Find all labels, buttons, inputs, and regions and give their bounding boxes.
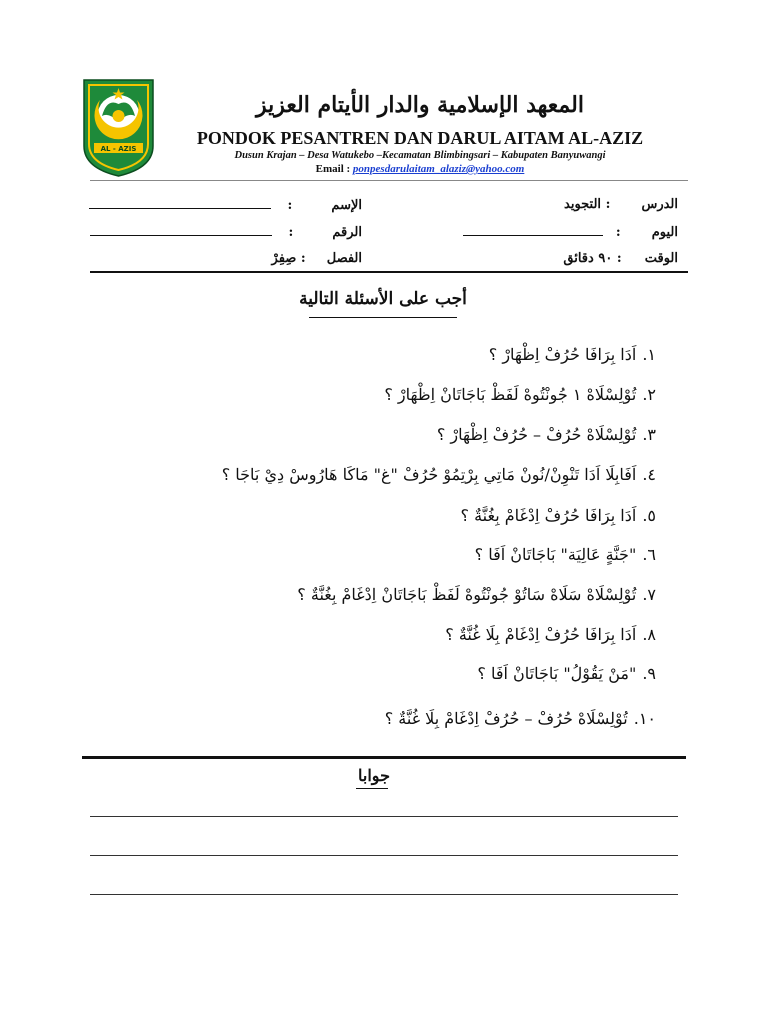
day-label: اليوم (651, 225, 678, 240)
question-text: تُوْلِسْلَاهْ حُرُفْ – حُرُفْ اِظْهَارْ ؟ (436, 425, 637, 444)
logo-caption: AL - AZIS (100, 145, 137, 153)
lesson-value: التجويد (564, 197, 602, 212)
name-blank[interactable] (89, 197, 271, 209)
question-number: ٤. (642, 465, 656, 484)
question-text: اَدَا بِرَافَا حُرُفْ اِظْهَارْ ؟ (488, 345, 637, 364)
day-blank[interactable] (463, 224, 603, 236)
lesson-row (564, 197, 678, 212)
question-number: ١. (642, 345, 656, 364)
class-value: صِفِرْ (271, 251, 297, 266)
question-item (385, 709, 656, 728)
lesson-label: الدرس (641, 197, 678, 212)
time-row (563, 251, 678, 266)
question-item (445, 625, 656, 644)
class-row (272, 251, 362, 266)
question-number: ٨. (642, 625, 656, 644)
time-value: ٩٠ دقائق (563, 251, 613, 266)
question-item (297, 585, 656, 604)
number-label: الرقم (332, 225, 362, 240)
instruction-underline (309, 317, 457, 318)
question-text: اَفَابِلَا اَدَا تَنْوِنْ/نُونْ مَاتِي بِرْتِمُوْ حُرُفْ "غ" مَاكَا هَارُوسْ دِيْ بَاجَا ؟ (221, 465, 637, 484)
question-text: "جَنَّةٍ عَالِيَة" بَاجَاتَانْ اَفَا ؟ (474, 545, 637, 564)
time-colon: : (616, 251, 622, 266)
answer-line-1[interactable] (90, 816, 678, 817)
question-item (222, 465, 656, 484)
instruction-heading: أجب على الأسئلة التالية (299, 289, 467, 309)
day-row (463, 224, 678, 240)
answer-heading-underline (356, 788, 388, 789)
answer-line-2[interactable] (90, 855, 678, 856)
question-number: ٣. (642, 425, 656, 444)
question-number: ٩. (642, 664, 656, 683)
number-row (90, 224, 362, 240)
answer-line-3[interactable] (90, 894, 678, 895)
time-label: الوقت (644, 251, 678, 266)
class-colon: : (300, 251, 306, 266)
class-label: الفصل (326, 251, 362, 266)
question-text: تُوْلِسْلَاهْ سَلَاهْ سَاتُوْ جُونْتُوهْ لَفَظْ بَاجَاتَانْ اِدْغَامْ بِغُنَّةٌ ؟ (297, 585, 637, 604)
question-item (475, 545, 656, 564)
question-item (489, 345, 656, 364)
school-title-latin: PONDOK PESANTREN DAN DARUL AITAM AL-AZIZ (196, 128, 644, 148)
email-label: Email : (315, 163, 351, 175)
question-item (461, 506, 656, 525)
name-colon: : (287, 198, 293, 213)
name-label: الإسم (331, 198, 362, 213)
lesson-colon: : (605, 197, 611, 212)
answer-heading: جوابا (358, 766, 390, 785)
school-title-arabic: المعهد الإسلامية والدار الأيتام العزيز (256, 92, 584, 118)
header-divider (90, 180, 688, 181)
question-number: ٢. (642, 385, 656, 404)
question-item (477, 664, 656, 683)
answer-divider (82, 756, 686, 759)
school-address: Dusun Krajan – Desa Watukebo –Kecamatan Blimbingsari – Kabupaten Banyuwangi (234, 150, 606, 161)
question-text: تُوْلِسْلَاهْ حُرُفْ – حُرُفْ اِدْغَامْ بِلَا غُنَّةٌ ؟ (384, 709, 628, 728)
number-blank[interactable] (90, 224, 272, 236)
info-divider (90, 271, 688, 273)
question-text: "مَنْ يَقُوْلُ" بَاجَاتَانْ اَفَا ؟ (477, 664, 637, 683)
question-text: اَدَا بِرَافَا حُرُفْ اِدْغَامْ بِلَا غُنَّةٌ ؟ (445, 625, 637, 644)
question-text: اَدَا بِرَافَا حُرُفْ اِدْغَامْ بِغُنَّةٌ ؟ (460, 506, 637, 525)
question-item (437, 425, 656, 444)
email-link[interactable]: ponpesdarulaitam_alaziz@yahoo.com (352, 163, 525, 175)
question-text: تُوْلِسْلَاهْ ١ جُونْتُوهْ لَفَظْ بَاجَاتَانْ اِظْهَارْ ؟ (384, 385, 637, 404)
question-number: ٧. (642, 585, 656, 604)
day-colon: : (615, 225, 621, 240)
name-row (89, 197, 362, 213)
email-line (160, 163, 680, 175)
question-number: ١٠. (633, 709, 656, 728)
question-item (384, 385, 656, 404)
question-number: ٦. (642, 545, 656, 564)
number-colon: : (288, 225, 294, 240)
school-logo-icon (81, 76, 156, 178)
question-number: ٥. (642, 506, 656, 525)
